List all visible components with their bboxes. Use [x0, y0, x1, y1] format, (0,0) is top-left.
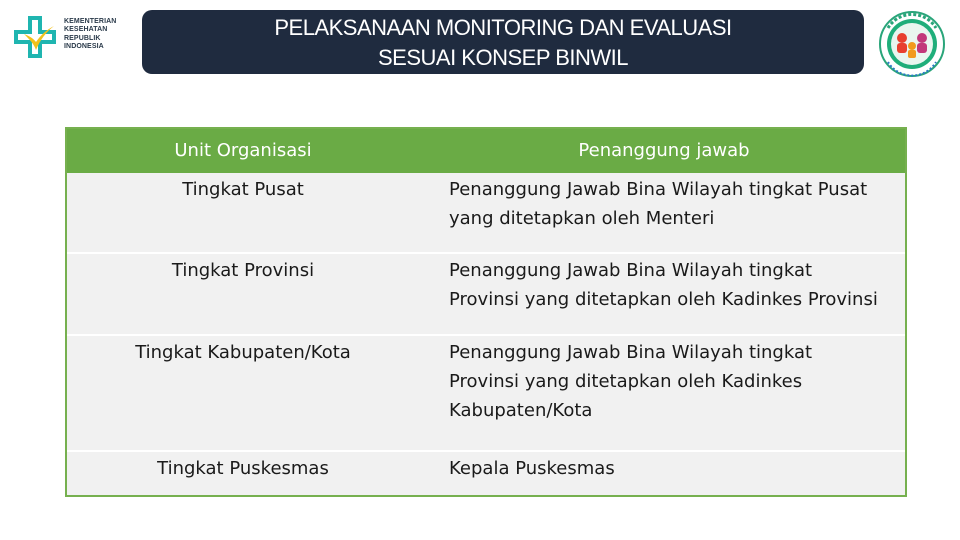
unit-cell: Tingkat Kabupaten/Kota	[65, 335, 421, 451]
table-header-row	[65, 127, 907, 173]
logo-text-line: KESEHATAN	[64, 26, 108, 34]
responsible-cell	[421, 335, 907, 451]
responsible-line: Kepala Puskesmas	[449, 458, 615, 479]
table-row	[65, 451, 907, 495]
kemenkes-logo-icon	[10, 10, 62, 68]
responsible-cell	[421, 451, 907, 495]
table-row	[65, 253, 907, 335]
page-title-line-2: SESUAI KONSEP BINWIL	[377, 45, 628, 70]
title-banner	[142, 10, 864, 74]
keluarga-sehat-logo	[872, 6, 952, 78]
unit-cell: Tingkat Puskesmas	[65, 451, 421, 495]
page-title-line-1: PELAKSANAAN MONITORING DAN EVALUASI	[274, 15, 732, 40]
responsible-line: Provinsi yang ditetapkan oleh Kadinkes Provinsi	[449, 289, 878, 310]
responsible-line: Kabupaten/Kota	[449, 400, 593, 421]
responsible-cell	[421, 253, 907, 335]
column-header-responsible: Penanggung jawab	[421, 127, 907, 173]
responsible-line: Penanggung Jawab Bina Wilayah tingkat	[449, 342, 813, 363]
responsible-line: yang ditetapkan oleh Menteri	[449, 208, 715, 229]
logo-text-line: KEMENTERIAN	[64, 18, 117, 25]
table-row	[65, 335, 907, 451]
responsible-line: Penanggung Jawab Bina Wilayah tingkat	[449, 260, 813, 281]
column-header-unit: Unit Organisasi	[65, 127, 421, 173]
logo-text-line: INDONESIA	[64, 42, 104, 50]
unit-cell: Tingkat Pusat	[65, 173, 421, 253]
logo-text-line: REPUBLIK	[64, 34, 101, 42]
responsible-line: Penanggung Jawab Bina Wilayah tingkat Pusat	[449, 179, 868, 200]
unit-cell: Tingkat Provinsi	[65, 253, 421, 335]
responsible-cell	[421, 173, 907, 253]
keluarga-sehat-logo-icon	[872, 6, 952, 78]
binwil-table	[65, 127, 907, 495]
responsible-line: Provinsi yang ditetapkan oleh Kadinkes	[449, 371, 803, 392]
table-row	[65, 173, 907, 253]
kemenkes-logo-text	[64, 18, 134, 51]
kemenkes-logo	[10, 10, 130, 68]
